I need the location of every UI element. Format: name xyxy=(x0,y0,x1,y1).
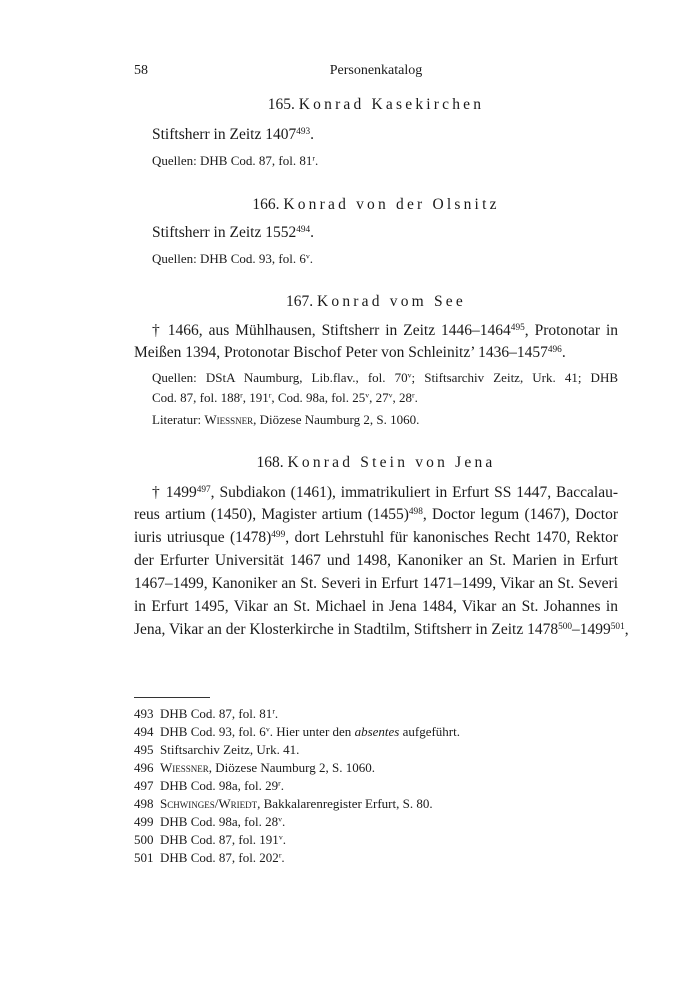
entry-sources-167-line2: Cod. 87, fol. 188$^r$, 191$^r$, Cod. 98a, fol. 25$^v$, 27$^v$, 28$^r$. xyxy=(152,390,418,405)
running-title: Personenkatalog xyxy=(329,63,423,78)
footnote-496: 496 Wiessner, Diözese Naumburg 2, S. 1060. xyxy=(134,760,375,775)
entry-text-167-line1: † 1466, aus Mühlhausen, Stiftsherr in Zeitz 1446–1464$^{495}$, Protonotar in xyxy=(152,322,619,339)
page-header xyxy=(134,63,618,83)
entry-text-167-line2: Meißen 1394, Protonotar Bischof Peter von Schleinitz’ 1436–1457$^{496}$. xyxy=(134,344,566,361)
footnote-ref: 496 xyxy=(547,344,562,355)
footnote-ref: 498 xyxy=(408,506,423,517)
entry-name: Konrad von der Olsnitz xyxy=(283,196,500,213)
entry-sources-166: Quellen: DHB Cod. 93, fol. 6$^v$. xyxy=(152,251,313,266)
entry-text-168-line2: reus artium (1450), Magister artium $(1455)^{498}$, Doctor legum (1467), Doctor xyxy=(134,506,618,523)
entry-text-168-line7: Jena, Vikar an der Klosterkirche in Stadtilm, Stiftsherr in Zeitz 1478$^{500}$–1499$^{501}$, xyxy=(134,621,629,638)
entry-text-168-line4: der Erfurter Universität 1467 und 1498, Kanoniker an St. Marien in Erfurt xyxy=(134,552,618,569)
page-number: 58 xyxy=(134,63,148,78)
footnote-493: 493 DHB Cod. 87, fol. 81$^r$. xyxy=(134,706,279,721)
entry-number: 166. xyxy=(252,196,280,213)
entry-text-168-line6: in Erfurt 1495, Vikar an St. Michael in Jena 1484, Vikar an St. Johannes in xyxy=(134,598,618,615)
entry-name: Konrad Kasekirchen xyxy=(298,96,485,113)
footnote-497: 497 DHB Cod. 98a, fol. 29$^r$. xyxy=(134,778,284,793)
footnote-494: 494 DHB Cod. 93, fol. 6$^v$. Hier unter den absentes aufgeführt. xyxy=(134,724,460,739)
entry-literature-167: Literatur: Wiessner, Diözese Naumburg 2, S. 1060. xyxy=(152,412,420,427)
footnote-ref: 500 xyxy=(558,621,573,632)
footnote-ref: 493 xyxy=(296,126,311,137)
footnote-ref: 494 xyxy=(296,224,311,235)
entry-heading-168 xyxy=(134,454,618,472)
entry-number: 168. xyxy=(256,454,284,471)
footnote-498: 498 Schwinges/Wriedt, Bakkalarenregister Erfurt, S. 80. xyxy=(134,796,433,811)
entry-text-168-line3: iuris utriusque $(1478)^{499}$, dort Lehrstuhl für kanonisches Recht 1470, Rektor xyxy=(134,529,618,546)
entry-heading-167 xyxy=(134,293,618,311)
footnote-501: 501 DHB Cod. 87, fol. 202$^r$. xyxy=(134,850,285,865)
entry-text-168-line1: † 1499$^{497}$, Subdiakon (1461), immatrikuliert in Erfurt SS 1447, Baccalau- xyxy=(152,484,618,501)
entry-heading-165 xyxy=(134,96,618,114)
footnote-ref: 499 xyxy=(271,529,286,540)
entry-number: 165. xyxy=(267,96,295,113)
footnote-499: 499 DHB Cod. 98a, fol. 28$^v$. xyxy=(134,814,286,829)
entry-name: Konrad Stein von Jena xyxy=(287,454,496,471)
footnote-495: 495 Stiftsarchiv Zeitz, Urk. 41. xyxy=(134,742,300,757)
entry-heading-166 xyxy=(134,196,618,214)
footnote-ref: 497 xyxy=(196,484,211,495)
footnote-ref: 495 xyxy=(510,322,525,333)
entry-sources-165: Quellen: DHB Cod. 87, fol. 81$^r$. xyxy=(152,153,319,168)
entry-sources-167-line1: Quellen: DStA Naumburg, Lib.flav., fol. 70$^v$; Stiftsarchiv Zeitz, Urk. 41; DHB xyxy=(152,370,619,385)
footnote-500: 500 DHB Cod. 87, fol. 191$^v$. xyxy=(134,832,286,847)
entry-name: Konrad vom See xyxy=(317,293,466,310)
footnote-ref: 501 xyxy=(610,621,625,632)
entry-number: 167. xyxy=(286,293,314,310)
entry-text-166: Stiftsherr in Zeitz 1552$^{494}$. xyxy=(152,224,315,241)
entry-text-168-line5: 1467–1499, Kanoniker an St. Severi in Erfurt 1471–1499, Vikar an St. Severi xyxy=(134,575,618,592)
footnote-separator xyxy=(134,697,210,698)
entry-text-165: Stiftsherr in Zeitz 1407$^{493}$. xyxy=(152,126,315,143)
